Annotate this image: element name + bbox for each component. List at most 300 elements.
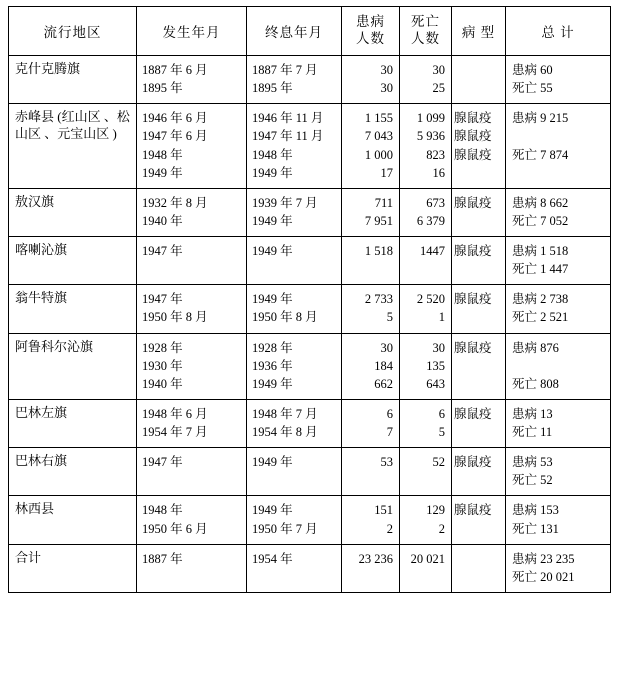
cell-disease-type: [452, 448, 506, 496]
cell-end-date-line: [252, 260, 335, 278]
cell-disease-type-content: [452, 189, 505, 236]
cell-deaths-content: [400, 545, 451, 592]
cell-end-date-line: 1947 年 11 月: [252, 129, 324, 144]
cell-disease-type: [452, 544, 506, 592]
table-row: [9, 399, 611, 447]
cell-start-date: [137, 333, 247, 399]
cell-total-line: 死亡 11: [512, 425, 553, 439]
cell-start-date-line: 1948 年: [142, 503, 183, 518]
cell-cases-line: 151: [374, 503, 393, 518]
cell-disease-type-line: [454, 61, 499, 79]
cell-disease-type-line: [454, 423, 499, 441]
cell-end-date: [247, 237, 342, 285]
cell-total-line: 死亡 2 521: [512, 310, 569, 325]
cell-disease-type-line: [454, 550, 499, 568]
cell-total-content: [506, 334, 610, 399]
cell-deaths-line: 52: [432, 455, 445, 470]
cell-cases-content: [342, 104, 399, 188]
cell-start-date-line: [142, 568, 240, 586]
cell-cases-line: 2 733: [364, 292, 393, 307]
cell-deaths-line: 2 520: [416, 292, 445, 307]
cell-total-line: [512, 357, 604, 375]
cell-disease-type-line: [454, 375, 499, 393]
region-label-line: 喀喇沁旗: [15, 242, 68, 257]
epidemic-statistics-table: [8, 6, 611, 593]
cell-deaths-line: 1447: [420, 244, 445, 258]
cell-cases-line: 1 518: [364, 244, 393, 258]
cell-cases: [342, 496, 400, 544]
cell-cases-line: 1 000: [364, 147, 393, 162]
cell-region: [9, 285, 137, 333]
region-label: [9, 496, 136, 524]
cell-end-date-line: 1887 年 7 月: [252, 63, 318, 77]
cell-start-date-content: [137, 237, 246, 284]
cell-start-date: [137, 544, 247, 592]
cell-disease-type: [452, 333, 506, 399]
cell-region: [9, 544, 137, 592]
cell-total-content: [506, 285, 610, 332]
cell-total: [506, 104, 611, 189]
cell-cases-line: 6: [386, 406, 393, 421]
cell-total-content: [506, 448, 610, 495]
cell-deaths-line: 20 021: [410, 551, 445, 566]
cell-deaths: [400, 544, 452, 592]
cell-deaths: [400, 188, 452, 236]
cell-end-date-line: 1954 年 8 月: [252, 425, 318, 439]
cell-start-date-content: [137, 285, 246, 332]
cell-disease-type-line: [454, 260, 499, 278]
region-label-line: 巴林左旗: [15, 404, 68, 420]
cell-total-line: 患病 1 518: [512, 244, 569, 258]
cell-total: [506, 448, 611, 496]
cell-disease-type: [452, 496, 506, 544]
cell-total-line: 患病 60: [512, 63, 553, 77]
cell-deaths: [400, 399, 452, 447]
cell-disease-type-content: [452, 237, 505, 284]
table-row: [9, 104, 611, 189]
cell-total-content: [506, 56, 610, 103]
cell-total-line: 死亡 131: [512, 521, 559, 536]
table-row: [9, 448, 611, 496]
region-label: [9, 400, 136, 428]
cell-start-date-content: [137, 496, 246, 543]
region-label-line: 山区 、元宝山区 ): [15, 126, 117, 142]
cell-disease-type-line: 腺鼠疫: [454, 195, 492, 210]
cell-deaths-line: 30: [432, 63, 445, 77]
cell-end-date-line: 1950 年 7 月: [252, 521, 318, 536]
table-row: [9, 56, 611, 104]
cell-region: [9, 104, 137, 189]
cell-region: [9, 448, 137, 496]
cell-region: [9, 333, 137, 399]
cell-start-date-line: 1947 年: [142, 455, 183, 470]
cell-disease-type-line: 腺鼠疫: [454, 111, 492, 126]
cell-total-line: 患病 876: [512, 340, 559, 355]
cell-cases-content: [342, 285, 399, 332]
cell-disease-type-line: 腺鼠疫: [454, 147, 492, 162]
cell-start-date-line: 1950 年 6 月: [142, 521, 208, 536]
cell-disease-type: [452, 237, 506, 285]
cell-cases-line: 711: [374, 195, 393, 210]
table-row: [9, 285, 611, 333]
cell-end-date-line: 1949 年: [252, 376, 293, 391]
cell-end-date-line: 1895 年: [252, 81, 293, 96]
cell-end-date-content: [247, 104, 341, 188]
column-header-total: 总 计: [506, 7, 611, 56]
cell-start-date: [137, 237, 247, 285]
cell-cases-line: 7 951: [364, 213, 393, 228]
region-label-line: 合计: [15, 549, 42, 565]
cell-end-date-content: [247, 189, 341, 236]
cell-disease-type: [452, 56, 506, 104]
table-body: [9, 56, 611, 593]
cell-end-date-line: 1946 年 11 月: [252, 111, 324, 126]
cell-cases-line: [348, 260, 393, 278]
cell-start-date-line: [142, 260, 240, 278]
region-label: [9, 237, 136, 265]
cell-end-date-line: 1949 年: [252, 292, 293, 307]
cell-end-date: [247, 544, 342, 592]
cell-end-date-content: [247, 237, 341, 284]
cell-start-date-line: 1895 年: [142, 81, 183, 96]
cell-total-content: [506, 496, 610, 543]
cell-deaths-line: [406, 260, 445, 278]
region-label: [9, 285, 136, 313]
cell-total-line: 患病 13: [512, 406, 553, 421]
table-row: [9, 237, 611, 285]
cell-start-date-line: 1947 年: [142, 244, 183, 258]
column-header-disease-type: 病 型: [452, 7, 506, 56]
cell-disease-type-content: [452, 496, 505, 543]
cell-cases: [342, 188, 400, 236]
cell-disease-type-line: [454, 568, 499, 586]
cell-total: [506, 399, 611, 447]
cell-total: [506, 333, 611, 399]
cell-end-date-content: [247, 448, 341, 495]
cell-total-line: 死亡 1 447: [512, 262, 569, 277]
cell-deaths-content: [400, 285, 451, 332]
cell-end-date: [247, 448, 342, 496]
cell-end-date: [247, 285, 342, 333]
cell-deaths-content: [400, 334, 451, 399]
cell-region: [9, 399, 137, 447]
cell-disease-type-line: 腺鼠疫: [454, 340, 492, 355]
cell-region: [9, 188, 137, 236]
cell-disease-type-content: [452, 104, 505, 188]
cell-end-date-line: 1954 年: [252, 551, 293, 566]
cell-end-date-line: [252, 471, 335, 489]
cell-cases-line: 662: [374, 376, 393, 391]
cell-end-date: [247, 496, 342, 544]
cell-cases: [342, 56, 400, 104]
cell-disease-type-line: [454, 471, 499, 489]
cell-cases-line: 30: [380, 63, 393, 77]
cell-end-date-content: [247, 400, 341, 447]
cell-end-date-line: 1949 年: [252, 244, 293, 258]
cell-region: [9, 237, 137, 285]
cell-deaths-line: 129: [426, 503, 445, 518]
cell-start-date-line: 1932 年 8 月: [142, 195, 208, 210]
cell-start-date-line: 1940 年: [142, 213, 183, 228]
cell-cases-line: 7 043: [364, 129, 393, 144]
cell-end-date-content: [247, 496, 341, 543]
cell-cases-content: [342, 189, 399, 236]
cell-total: [506, 544, 611, 592]
region-label-line: 阿鲁科尔沁旗: [15, 338, 94, 354]
table-row: [9, 496, 611, 544]
cell-start-date: [137, 104, 247, 189]
cell-end-date-line: 1950 年 8 月: [252, 310, 318, 325]
cell-deaths: [400, 56, 452, 104]
cell-cases-line: 30: [380, 340, 393, 355]
cell-deaths-line: 2: [438, 521, 445, 536]
cell-total-line: 死亡 7 874: [512, 147, 569, 162]
cell-disease-type-content: [452, 400, 505, 447]
cell-end-date-line: 1949 年: [252, 503, 293, 518]
cell-deaths: [400, 104, 452, 189]
cell-end-date-line: 1949 年: [252, 213, 293, 228]
cell-deaths: [400, 285, 452, 333]
cell-end-date-line: 1949 年: [252, 455, 293, 470]
cell-disease-type-line: [454, 212, 499, 230]
cell-cases-line: 7: [386, 425, 393, 439]
cell-cases-content: [342, 496, 399, 543]
cell-deaths-content: [400, 189, 451, 236]
cell-cases-content: [342, 334, 399, 399]
cell-start-date-line: 1928 年: [142, 340, 183, 355]
cell-cases-content: [342, 448, 399, 495]
cell-cases-line: 30: [380, 81, 393, 96]
cell-deaths-line: 5 936: [416, 129, 445, 144]
table-row: [9, 333, 611, 399]
cell-cases: [342, 333, 400, 399]
cell-total-content: [506, 400, 610, 447]
cell-deaths: [400, 448, 452, 496]
cell-total-content: [506, 104, 610, 188]
cell-disease-type-content: [452, 285, 505, 332]
cell-start-date-content: [137, 104, 246, 188]
column-header-region: 流行地区: [9, 7, 137, 56]
cell-start-date-line: 1940 年: [142, 376, 183, 391]
cell-start-date: [137, 285, 247, 333]
cell-end-date-line: [252, 568, 335, 586]
cell-disease-type-line: 腺鼠疫: [454, 406, 492, 421]
cell-disease-type-line: 腺鼠疫: [454, 129, 492, 144]
cell-end-date-line: 1948 年: [252, 147, 293, 162]
cell-cases-line: 23 236: [358, 551, 393, 566]
cell-start-date: [137, 188, 247, 236]
cell-total-line: 患病 23 235: [512, 551, 575, 566]
cell-end-date-line: 1948 年 7 月: [252, 406, 318, 421]
cell-disease-type-line: [454, 164, 499, 182]
cell-deaths-content: [400, 448, 451, 495]
cell-deaths-content: [400, 496, 451, 543]
cell-cases: [342, 237, 400, 285]
cell-total: [506, 496, 611, 544]
cell-disease-type-line: 腺鼠疫: [454, 292, 492, 307]
cell-disease-type-line: [454, 357, 499, 375]
cell-total-line: 死亡 52: [512, 473, 553, 488]
cell-start-date-line: [142, 471, 240, 489]
cell-end-date-line: 1949 年: [252, 165, 293, 180]
cell-start-date-line: 1948 年: [142, 147, 183, 162]
cell-start-date-line: 1948 年 6 月: [142, 406, 208, 421]
cell-total-content: [506, 237, 610, 284]
cell-region: [9, 56, 137, 104]
cell-deaths-line: 6: [438, 406, 445, 421]
cell-start-date: [137, 399, 247, 447]
region-label: [9, 104, 136, 149]
cell-total: [506, 237, 611, 285]
table-header: [9, 7, 611, 56]
cell-start-date-line: 1930 年: [142, 358, 183, 373]
cell-total-line: 死亡 55: [512, 81, 553, 96]
cell-disease-type: [452, 399, 506, 447]
cell-disease-type-line: [454, 308, 499, 326]
cell-deaths-line: 25: [432, 81, 445, 96]
region-label: [9, 448, 136, 476]
cell-start-date-content: [137, 448, 246, 495]
cell-end-date-content: [247, 285, 341, 332]
cell-total-line: 患病 8 662: [512, 195, 569, 210]
cell-total-content: [506, 545, 610, 592]
cell-deaths-content: [400, 400, 451, 447]
region-label-line: 林西县: [15, 501, 55, 517]
cell-total-line: 死亡 7 052: [512, 213, 569, 228]
cell-disease-type-content: [452, 448, 505, 495]
cell-region: [9, 496, 137, 544]
cell-end-date: [247, 188, 342, 236]
cell-total-line: [512, 127, 604, 145]
cell-total-line: 患病 153: [512, 503, 559, 518]
cell-cases-line: 184: [374, 358, 393, 373]
cell-deaths-line: 1 099: [416, 111, 445, 126]
region-label-line: 赤峰县 (红山区 、松: [15, 109, 130, 125]
cell-deaths: [400, 237, 452, 285]
cell-start-date: [137, 56, 247, 104]
cell-start-date-content: [137, 56, 246, 103]
cell-disease-type-content: [452, 334, 505, 399]
cell-cases-line: 1 155: [364, 111, 393, 126]
cell-end-date-content: [247, 545, 341, 592]
cell-cases-line: 2: [386, 521, 393, 536]
cell-end-date-line: 1939 年 7 月: [252, 195, 318, 210]
column-header-cases-line2: 人数: [356, 31, 385, 46]
cell-start-date-line: 1946 年 6 月: [142, 111, 208, 126]
cell-deaths-content: [400, 56, 451, 103]
cell-deaths-content: [400, 104, 451, 188]
cell-total: [506, 56, 611, 104]
cell-disease-type-line: 腺鼠疫: [454, 455, 492, 470]
cell-total: [506, 188, 611, 236]
cell-start-date-content: [137, 334, 246, 399]
cell-cases-content: [342, 56, 399, 103]
cell-end-date-content: [247, 56, 341, 103]
cell-total-line: [512, 164, 604, 182]
cell-start-date-content: [137, 189, 246, 236]
cell-disease-type-line: 腺鼠疫: [454, 244, 492, 258]
cell-deaths: [400, 333, 452, 399]
table-row: [9, 544, 611, 592]
region-label-line: 克什克腾旗: [15, 61, 81, 76]
cell-start-date: [137, 496, 247, 544]
cell-deaths-line: 30: [432, 340, 445, 355]
region-label: [9, 334, 136, 362]
cell-total-content: [506, 189, 610, 236]
cell-deaths-line: 643: [426, 376, 445, 391]
cell-disease-type-line: [454, 79, 499, 97]
cell-start-date-line: 1947 年 6 月: [142, 129, 208, 144]
cell-total: [506, 285, 611, 333]
cell-end-date: [247, 333, 342, 399]
cell-end-date-line: 1928 年: [252, 340, 293, 355]
cell-deaths-line: [406, 471, 445, 489]
cell-end-date-content: [247, 334, 341, 399]
cell-deaths-line: 5: [438, 425, 445, 439]
column-header-deaths-line2: 人数: [411, 31, 440, 46]
column-header-deaths: [400, 7, 452, 56]
cell-deaths-line: 1: [438, 310, 445, 325]
cell-cases-line: 17: [380, 165, 393, 180]
cell-cases-line: 53: [380, 455, 393, 470]
cell-start-date-line: 1887 年: [142, 551, 183, 566]
column-header-cases-line1: 患病: [356, 14, 385, 30]
cell-start-date-line: 1954 年 7 月: [142, 425, 208, 439]
cell-deaths-line: 16: [432, 165, 445, 180]
cell-start-date-line: 1947 年: [142, 292, 183, 307]
region-label-line: 巴林右旗: [15, 453, 68, 469]
cell-disease-type-content: [452, 56, 505, 103]
cell-total-line: 患病 2 738: [512, 292, 569, 307]
cell-start-date-line: 1950 年 8 月: [142, 310, 208, 325]
region-label: [9, 56, 136, 84]
cell-end-date: [247, 104, 342, 189]
cell-end-date-line: 1936 年: [252, 358, 293, 373]
cell-cases: [342, 285, 400, 333]
cell-total-line: 死亡 808: [512, 376, 559, 391]
cell-start-date-content: [137, 400, 246, 447]
cell-start-date: [137, 448, 247, 496]
cell-start-date-line: 1949 年: [142, 165, 183, 180]
region-label-line: 敖汉旗: [15, 193, 55, 209]
cell-deaths-line: 823: [426, 147, 445, 162]
cell-disease-type: [452, 104, 506, 189]
cell-cases: [342, 104, 400, 189]
cell-cases-line: 5: [386, 310, 393, 325]
cell-end-date: [247, 56, 342, 104]
cell-start-date-line: 1887 年 6 月: [142, 63, 208, 77]
cell-cases: [342, 448, 400, 496]
cell-disease-type-line: [454, 520, 499, 538]
cell-deaths: [400, 496, 452, 544]
table-row: [9, 188, 611, 236]
column-header-cases: [342, 7, 400, 56]
cell-total-line: 死亡 20 021: [512, 569, 575, 584]
column-header-end-date: 终息年月: [247, 7, 342, 56]
cell-deaths-line: 6 379: [416, 213, 445, 228]
column-header-deaths-line1: 死亡: [411, 14, 440, 30]
cell-disease-type-line: 腺鼠疫: [454, 503, 492, 518]
region-label-line: 翁牛特旗: [15, 290, 68, 306]
cell-total-line: 患病 53: [512, 455, 553, 470]
cell-total-line: 患病 9 215: [512, 111, 569, 126]
cell-cases-line: [348, 471, 393, 489]
column-header-start-date: 发生年月: [137, 7, 247, 56]
region-label: [9, 189, 136, 217]
cell-cases-content: [342, 237, 399, 284]
cell-disease-type-content: [452, 545, 505, 592]
cell-cases-line: [348, 568, 393, 586]
